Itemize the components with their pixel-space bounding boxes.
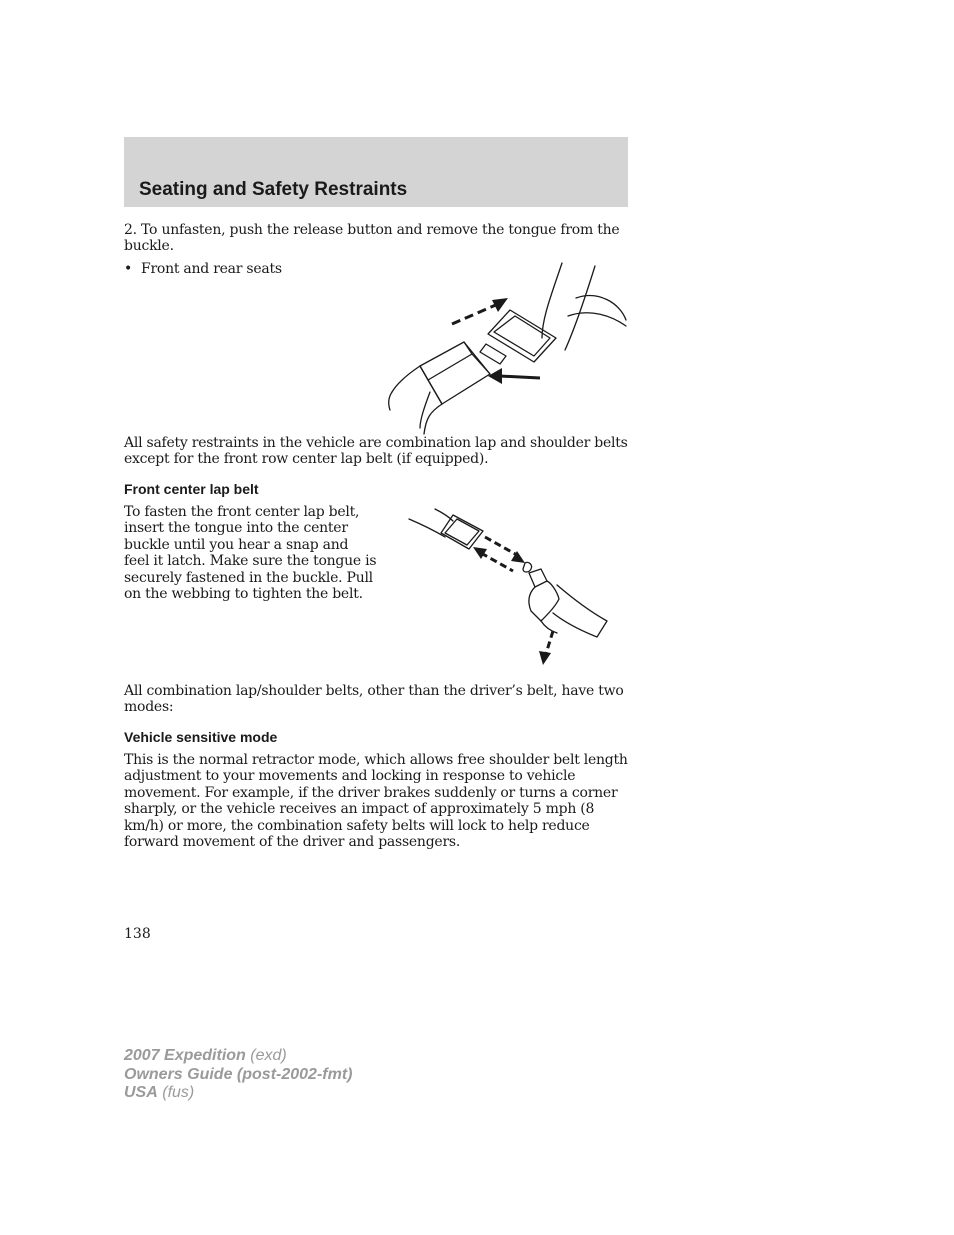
- two-modes-text: All combination lap/shoulder belts, other than the driver’s belt, have two modes:: [124, 683, 624, 716]
- seatbelt-release-icon: [380, 258, 630, 438]
- vehicle-sensitive-body: This is the normal retractor mode, which allows free shoulder belt length adjustment to your movements and locking in response to vehicle movement. For example, if the driver brakes suddenly or turns a corner sharply, or the vehicle receives an impact of approximately 5 mph (8 km/h) or more, the combination safety belts will lock to help reduce forward movement of the driver and passengers.: [124, 752, 628, 851]
- front-center-line: To fasten the front center lap belt,: [124, 504, 360, 520]
- footer-model: 2007 Expedition: [124, 1047, 246, 1064]
- front-center-line: insert the tongue into the center: [124, 520, 348, 537]
- front-center-line: buckle until you hear a snap and: [124, 536, 349, 553]
- front-center-line: securely fastened in the buckle. Pull: [124, 569, 373, 586]
- bullet-dot: •: [124, 261, 133, 277]
- front-center-line: on the webbing to tighten the belt.: [124, 586, 363, 603]
- footer-line-model: [124, 1047, 352, 1066]
- footer-guide: Owners Guide (post-2002-fmt): [124, 1065, 353, 1083]
- page-number: 138: [124, 926, 151, 942]
- footer-market: USA: [124, 1084, 158, 1101]
- combination-belts-text: All safety restraints in the vehicle are combination lap and shoulder belts except for the front row center lap belt (if equipped).: [124, 435, 628, 468]
- front-center-heading: Front center lap belt: [124, 481, 259, 497]
- document-footer: [124, 1047, 352, 1103]
- footer-line-guide: [124, 1066, 352, 1085]
- bullet-text: Front and rear seats: [141, 261, 282, 277]
- footer-market-code: (fus): [162, 1084, 195, 1101]
- footer-model-code: (exd): [250, 1047, 287, 1064]
- vehicle-sensitive-heading: Vehicle sensitive mode: [124, 729, 278, 745]
- front-center-line: feel it latch. Make sure the tongue is: [124, 553, 377, 570]
- lap-belt-buckle-icon: [405, 505, 615, 670]
- front-center-body: [124, 504, 394, 602]
- footer-line-market: [124, 1084, 352, 1103]
- unfasten-step-text: 2. To unfasten, push the release button and remove the tongue from the buckle.: [124, 222, 620, 255]
- section-header-band: [124, 137, 628, 207]
- section-title: Seating and Safety Restraints: [139, 179, 408, 200]
